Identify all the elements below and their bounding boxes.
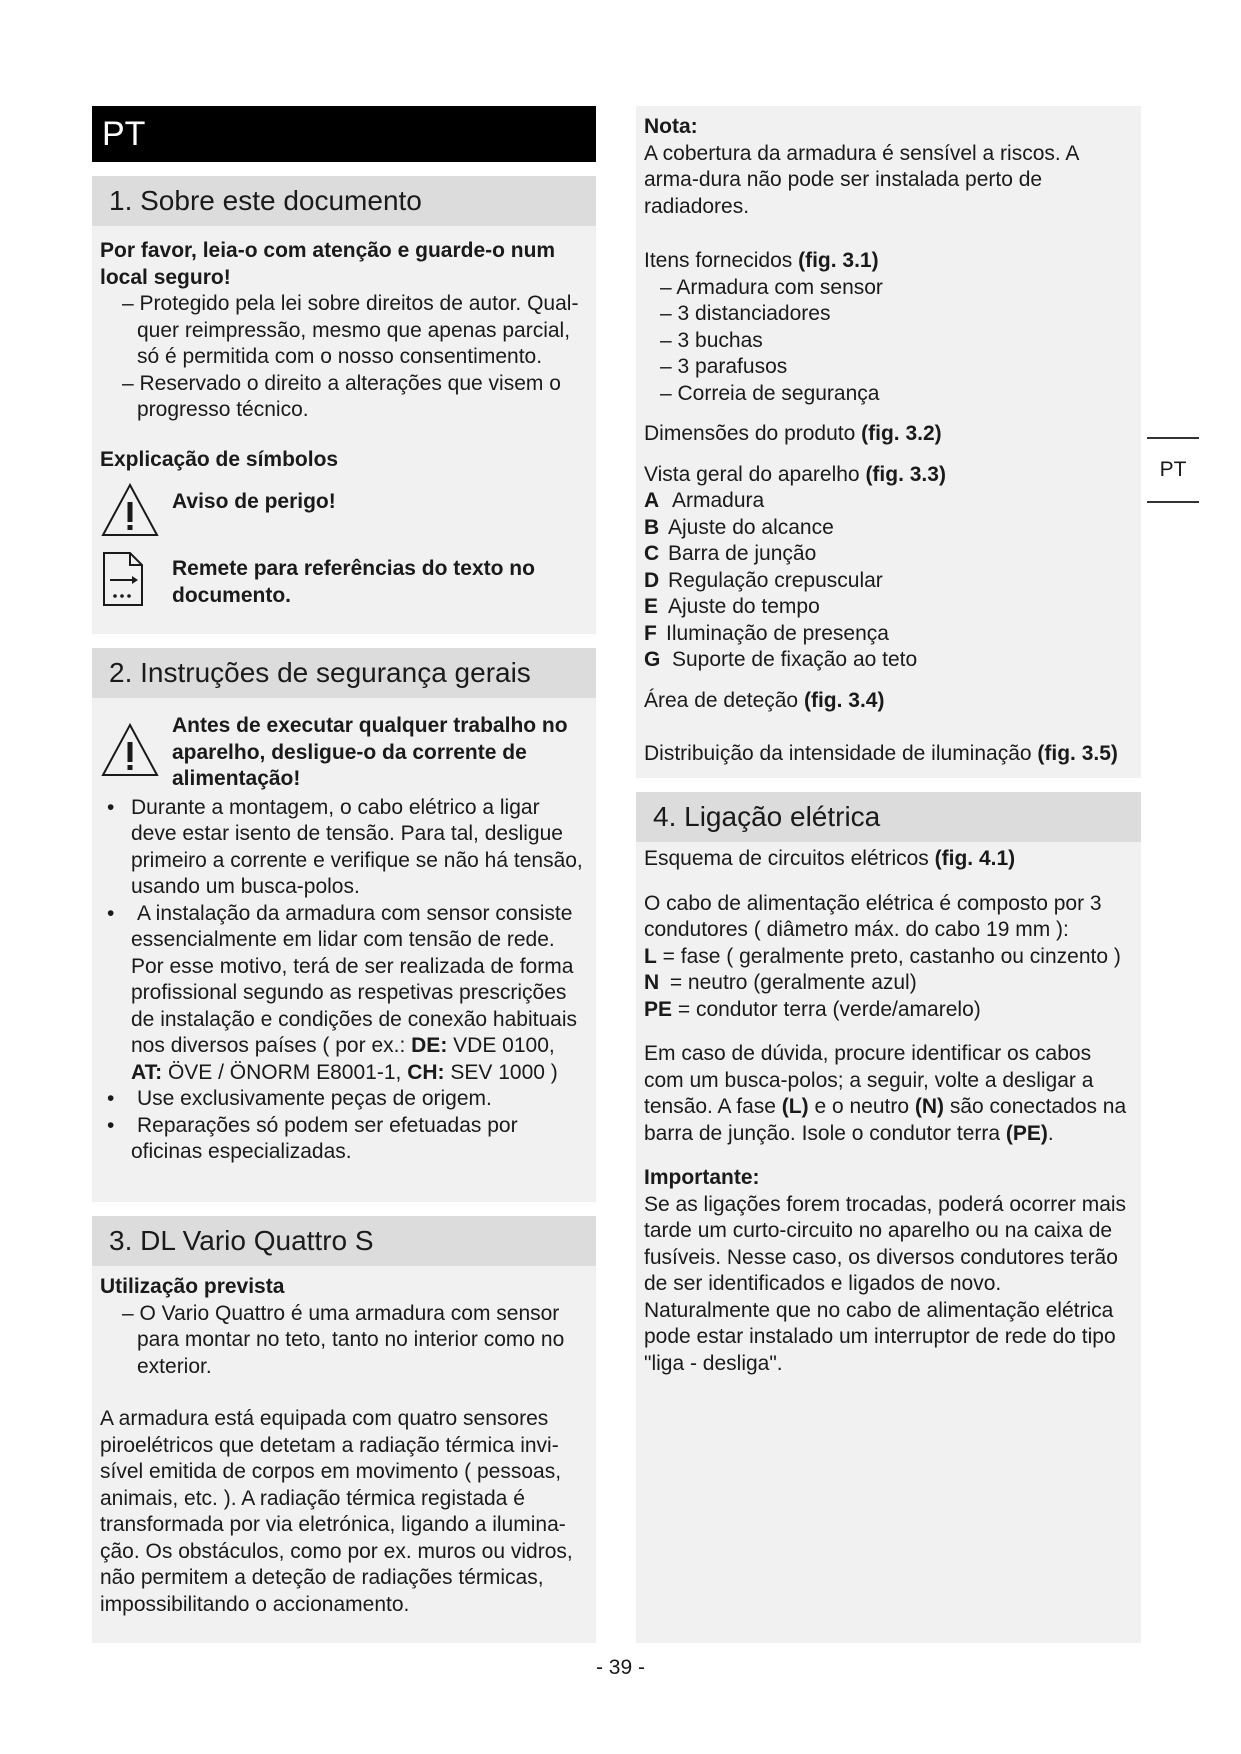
important-heading: Importante: xyxy=(644,1166,760,1189)
usage-item: – O Vario Quattro é uma armadura com sensor para montar no teto, tanto no interior como no exterior. xyxy=(122,1301,565,1378)
section-electrical xyxy=(636,792,1141,1643)
safety-warning-row xyxy=(100,713,588,793)
language-header xyxy=(92,106,596,162)
copyright-item: – Protegido pela lei sobre direitos de autor. Qual-quer reimpressão, mesmo que apenas parcial, só é permitida com o nosso consentimento. xyxy=(122,292,579,368)
section-product xyxy=(92,1216,596,1643)
list-item: A Armadura xyxy=(644,489,765,512)
distribution-line: Distribuição da intensidade de iluminação (fig. 3.5) xyxy=(644,742,1118,765)
list-item: G Suporte de fixação ao teto xyxy=(644,648,918,671)
product-info-panel xyxy=(636,106,1141,778)
detection-line: Área de deteção (fig. 3.4) xyxy=(644,688,885,712)
symbol-warning-row xyxy=(100,482,588,543)
section-1-title: 1. Sobre este documento xyxy=(92,176,596,226)
list-item: • Use exclusivamente peças de origem. xyxy=(107,1087,492,1110)
conductor-l: L = fase ( geralmente preto, castanho ou cinzento ) xyxy=(644,944,1121,968)
conductor-pe: PE = condutor terra (verde/amarelo) xyxy=(644,997,981,1021)
right-column xyxy=(636,106,1141,1643)
doubt-text: Em caso de dúvida, procure identificar os cabos com um busca-polos; a seguir, volte a desligar a tensão. A fase (L) e o neutro (N) são conectados na barra de junção. Isole o condutor terra (PE). xyxy=(644,1042,1127,1145)
list-item: – 3 distanciadores xyxy=(660,302,831,325)
page-number: - 39 - xyxy=(595,1656,645,1679)
list-item: B Ajuste do alcance xyxy=(644,515,834,539)
conductor-n: N = neutro (geralmente azul) xyxy=(644,971,917,994)
section-3-title: 3. DL Vario Quattro S xyxy=(92,1216,596,1266)
section-about-document xyxy=(92,176,596,634)
left-column xyxy=(92,106,596,1643)
section-2-title: 2. Instruções de segurança gerais xyxy=(92,648,596,698)
section-1-lead: Por favor, leia-o com atenção e guarde-o num local seguro! xyxy=(100,239,556,289)
list-item: • A instalação da armadura com sensor consiste essencialmente em lidar com tensão de rede. Por esse motivo, terá de ser realizada de forma profissional segundo as respetivas prescrições de instalação e condições de conexão habituais nos diversos países ( por ex.: DE: VDE 0100, AT: ÖVE / ÖNORM E8001-1, CH: SEV 1000 ) xyxy=(107,901,577,1084)
list-item: • Durante a montagem, o cabo elétrico a ligar deve estar isento de tensão. Para tal, desligue primeiro a corrente e verifique se não há tensão, usando um busca-polos. xyxy=(107,795,583,898)
list-item: – Armadura com sensor xyxy=(660,275,883,299)
language-label: PT xyxy=(102,115,146,153)
symbol-reference-text: Remete para referências do texto no documento. xyxy=(172,557,535,607)
list-item: • Reparações só podem ser efetuadas por oficinas especializadas. xyxy=(107,1113,518,1163)
document-reference-icon xyxy=(100,550,172,613)
list-item: – 3 buchas xyxy=(660,328,763,352)
symbol-reference-row xyxy=(100,550,588,613)
language-side-tab: PT xyxy=(1147,437,1199,503)
note-text: A cobertura da armadura é sensível a riscos. A arma-dura não pode ser instalada perto de radiadores. xyxy=(644,141,1079,218)
changes-item: – Reservado o direito a alterações que visem o progresso técnico. xyxy=(122,371,561,421)
safety-warning-text: Antes de executar qualquer trabalho no aparelho, desligue-o da corrente de alimentação! xyxy=(172,714,568,790)
warning-triangle-icon xyxy=(100,482,172,543)
symbol-warning-text: Aviso de perigo! xyxy=(172,490,336,513)
important-text: Se as ligações forem trocadas, poderá ocorrer mais tarde um curto-circuito no aparelho ou na caixa de fusíveis. Nesse caso, os diversos condutores terão de ser identificados e ligados de novo. Naturalmente que no cabo de alimentação elétrica pode estar instalado um interruptor de rede do tipo "liga - desliga". xyxy=(644,1192,1127,1375)
supplied-items-heading: Itens fornecidos (fig. 3.1) xyxy=(644,249,879,272)
overview-list xyxy=(644,488,1133,674)
supplied-items-list xyxy=(644,275,1133,408)
overview-heading: Vista geral do aparelho (fig. 3.3) xyxy=(644,462,946,486)
warning-triangle-icon xyxy=(100,713,172,783)
list-item: D Regulação crepuscular xyxy=(644,568,883,592)
section-safety xyxy=(92,648,596,1202)
symbols-heading: Explicação de símbolos xyxy=(100,447,339,471)
usage-heading: Utilização prevista xyxy=(100,1275,285,1298)
list-item: C Barra de junção xyxy=(644,542,817,565)
section-4-title: 4. Ligação elétrica xyxy=(636,792,1141,842)
list-item: – 3 parafusos xyxy=(660,355,788,378)
list-item: E Ajuste do tempo xyxy=(644,595,820,618)
list-item: – Correia de segurança xyxy=(660,381,880,405)
note-heading: Nota: xyxy=(644,115,698,138)
list-item: F Iluminação de presença xyxy=(644,621,889,645)
dimensions-line: Dimensões do produto (fig. 3.2) xyxy=(644,422,942,445)
product-description: A armadura está equipada com quatro sensores piroelétricos que detetam a radiação térmica invi-sível emitida de corpos em movimento ( pessoas, animais, etc. ). A radiação térmica registada é transformada por via eletrónica, ligando a ilumina-ção. Os obstáculos, como por ex. muros ou vidros, não permitem a deteção de radiações térmicas, impossibilitando o accionamento. xyxy=(100,1407,573,1616)
cable-text: O cabo de alimentação elétrica é composto por 3 condutores ( diâmetro máx. do cabo 19 mm ): xyxy=(644,891,1102,941)
schema-line: Esquema de circuitos elétricos (fig. 4.1) xyxy=(644,847,1016,870)
